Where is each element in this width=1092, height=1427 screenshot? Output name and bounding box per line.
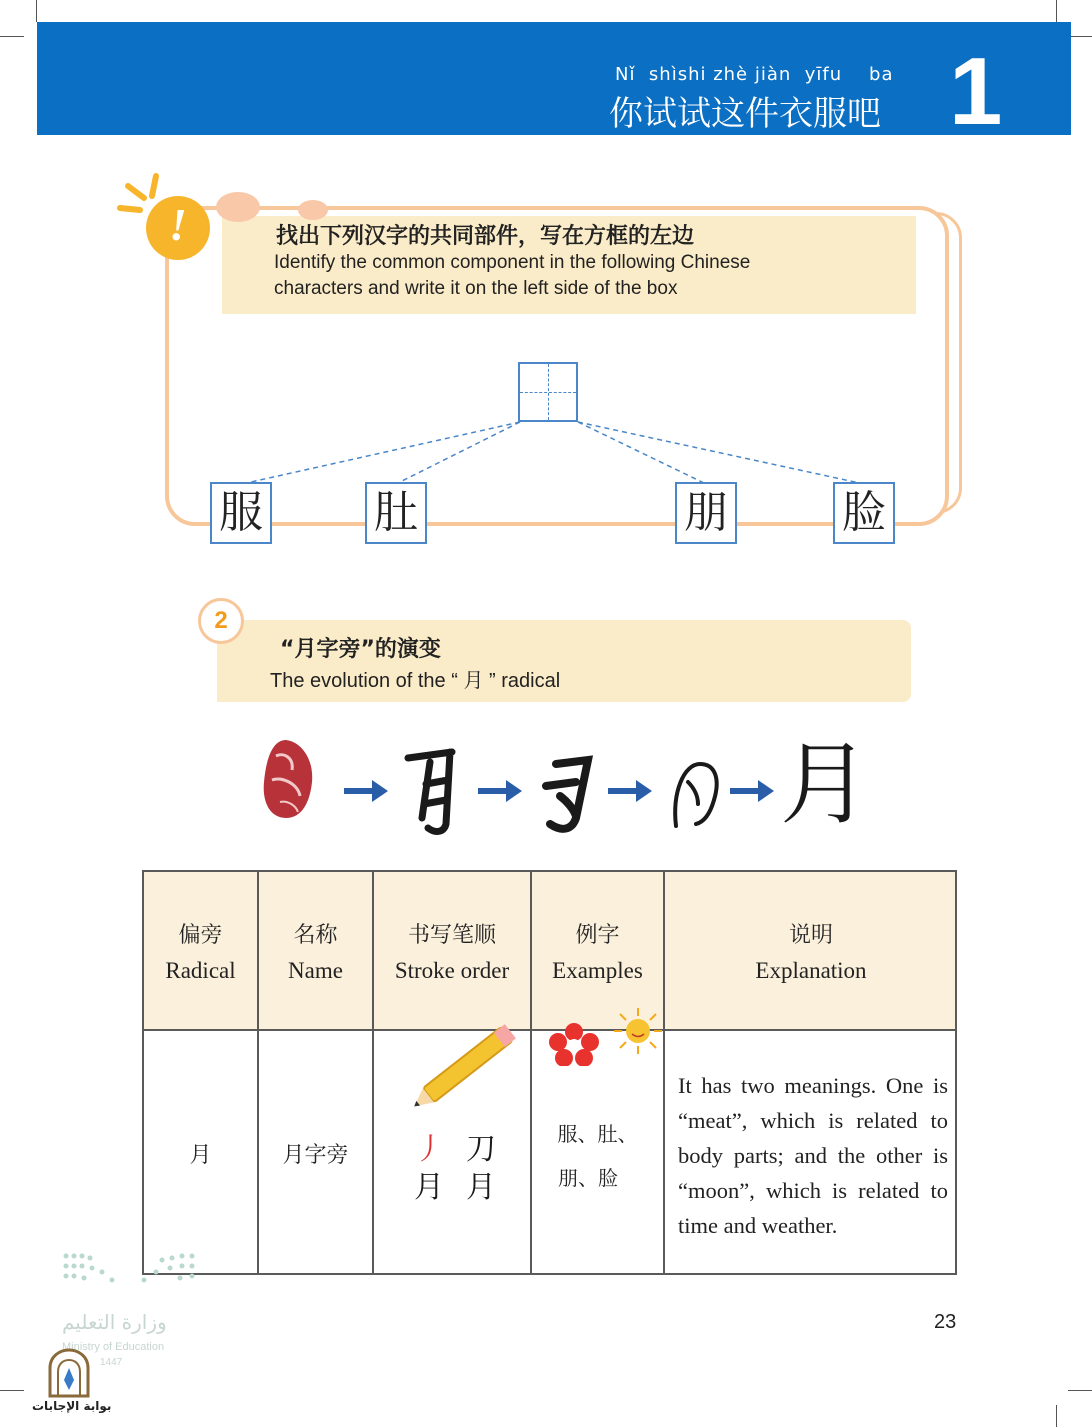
character-box: 脸: [833, 482, 895, 544]
arrow-right-icon: [606, 778, 654, 804]
header-stroke-order: [374, 918, 530, 988]
sun-icon: [608, 1006, 668, 1056]
answer-box[interactable]: [518, 362, 578, 422]
arrow-right-icon: [728, 778, 776, 804]
cell-radical: 月: [189, 1143, 212, 1168]
cell-examples-line2: 朋、脸: [558, 1166, 618, 1190]
flower-icon: [544, 1022, 604, 1066]
radical-table: [142, 870, 957, 1275]
crop-mark: [0, 1390, 24, 1391]
exercise1-instruction-cn: 找出下列汉字的共同部件，写在方框的左边: [276, 224, 695, 249]
watermark-ministry-ar: وزارة التعليم: [62, 1310, 167, 1334]
arrow-right-icon: [342, 778, 390, 804]
header-en: Examples: [552, 958, 643, 983]
portal-logo-icon: [46, 1348, 92, 1398]
exercise2-number-badge: 2: [198, 598, 244, 644]
modern-glyph: 月: [780, 732, 870, 837]
stroke-step: 丿: [414, 1132, 444, 1167]
exercise1-instruction-en-line1: Identify the common component in the following Chinese: [274, 252, 751, 273]
exclamation-text: !: [169, 199, 187, 250]
header-en: Radical: [165, 958, 236, 983]
header-cn: 偏旁: [178, 923, 223, 948]
header-en: Stroke order: [394, 958, 510, 983]
dashed-guide-lines: [0, 0, 1092, 560]
lesson-title: 你试试这件衣服吧: [609, 94, 881, 134]
meat-icon: [258, 736, 318, 822]
stroke-step: 刀: [466, 1132, 496, 1167]
header-cn: 例字: [575, 923, 620, 948]
ancient-glyph-bronze: [536, 752, 606, 842]
header-explanation: [665, 918, 957, 988]
header-cn: 名称: [293, 923, 338, 948]
header-en: Name: [288, 958, 343, 983]
header-name: [259, 918, 372, 988]
page-number: 23: [934, 1311, 957, 1333]
ancient-glyph-oracle: [400, 748, 470, 838]
cell-examples-line1: 服、肚、: [557, 1122, 638, 1146]
header-examples: [532, 918, 663, 988]
header-cn: 书写笔顺: [407, 923, 496, 948]
exercise1-instruction-en-line2: characters and write it on the left side of the box: [274, 278, 678, 299]
header-radical: [144, 918, 257, 988]
pencil-icon: [408, 1008, 538, 1118]
arrow-right-icon: [476, 778, 524, 804]
exercise2-title-cn: “月字旁”的演变: [280, 637, 441, 662]
stroke-step: 月: [414, 1170, 444, 1205]
lesson-number: 1: [949, 38, 1003, 145]
character-box: 服: [210, 482, 272, 544]
watermark-year: 1447: [100, 1357, 123, 1368]
lesson-title-pinyin: Nǐ shìshi zhè jiàn yīfu ba: [615, 64, 894, 85]
stroke-step: 月: [466, 1170, 496, 1205]
crop-mark: [1068, 1390, 1092, 1391]
header-en: Explanation: [755, 958, 867, 983]
cell-name: 月字旁: [282, 1143, 349, 1168]
ancient-glyph-seal: [662, 752, 732, 842]
exercise2-title-en: The evolution of the “ 月 ” radical: [270, 670, 561, 692]
watermark-portal: بوابة الإجابات: [32, 1399, 112, 1413]
ministry-logo-dots-icon: [62, 1252, 202, 1292]
header-cn: 说明: [788, 923, 833, 948]
cell-explanation: It has two meanings. One is “meat”, which is related to body parts; and the other is “moon”, which is related to time and weather.: [678, 1073, 948, 1238]
answer-box-guide: [520, 392, 576, 393]
character-box: 肚: [365, 482, 427, 544]
crop-mark: [1056, 1405, 1057, 1427]
watermark-ministry-en: Ministry of Education: [62, 1341, 165, 1353]
character-box: 朋: [675, 482, 737, 544]
